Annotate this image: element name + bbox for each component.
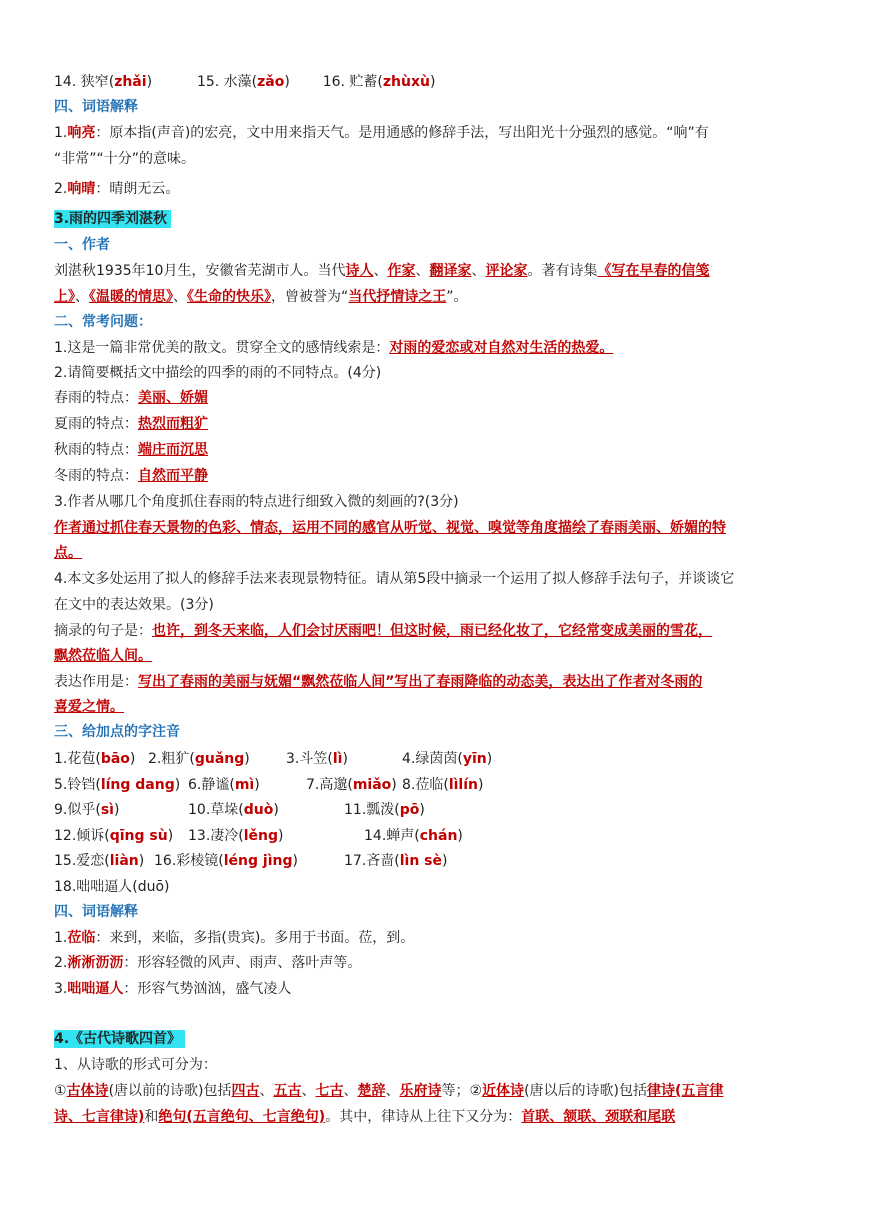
definition-2: 2.响晴：晴朗无云。 [54, 181, 180, 197]
pinyin-item: 4.绿茵茵(yīn) [402, 751, 493, 767]
definition-s3-2: 2.淅淅沥沥：形容轻微的风声、雨声、落叶声等。 [54, 955, 362, 971]
pinyin-item: 5.铃铛(líng dang) [54, 776, 181, 793]
winter-rain-feature: 冬雨的特点：自然而平静 [54, 468, 208, 484]
pinyin-item: 16.彩棱镜(léng jìng) [154, 853, 298, 869]
pinyin-item: 2.粗犷(guǎng) [148, 751, 250, 767]
poetry-form-intro: 1、从诗歌的形式可分为： [54, 1057, 217, 1073]
heading-word-explanation-2: 四、词语解释 [54, 904, 138, 920]
definition-1-line-a: 1.响亮：原本指(声音)的宏亮，文中用来指天气。是用通感的修辞手法，写出阳光十分强烈的感觉。“响”有 [54, 125, 709, 141]
pinyin-item-14: 14. 狭窄(zhǎi) [54, 74, 153, 90]
author-line-a: 刘湛秋1935年10月生，安徽省芜湖市人。当代诗人、作家、翻译家、评论家。著有诗集《写在早春的信笺 [54, 263, 710, 279]
question-4-line-b: 在文中的表达效果。(3分) [54, 597, 214, 613]
pinyin-item: 15.爱恋(liàn) [54, 853, 145, 869]
poetry-form-line-a: ①古体诗(唐以前的诗歌)包括四古、五古、七古、楚辞、乐府诗等；②近体诗(唐以后的诗歌)包括律诗(五言律 [54, 1083, 724, 1099]
pinyin-item: 8.莅临(lìlín) [402, 776, 484, 793]
pinyin-item: 6.静谧(mì) [188, 776, 260, 793]
pinyin-item: 18.咄咄逼人(duō) [54, 878, 170, 895]
pinyin-item: 9.似乎(sì) [54, 802, 120, 818]
definition-1-line-b: “非常”“十分”的意味。 [54, 151, 196, 167]
pinyin-row-top [54, 72, 435, 92]
pinyin-item: 1.花苞(bāo) [54, 751, 136, 767]
question-3: 3.作者从哪几个角度抓住春雨的特点进行细致入微的刻画的?(3分) [54, 494, 459, 510]
question-4-excerpt: 摘录的句子是：也许，到冬天来临，人们会讨厌雨吧！但这时候，雨已经化妆了，它经常变成美丽的雪花， [54, 623, 712, 639]
heading-pinyin: 三、给加点的字注音 [54, 724, 180, 740]
pinyin-item: 7.高邈(miǎo) [306, 776, 397, 793]
question-4-line-a: 4.本文多处运用了拟人的修辞手法来表现景物特征。请从第5段中摘录一个运用了拟人修辞手法句子，并谈谈它 [54, 571, 735, 587]
summer-rain-feature: 夏雨的特点：热烈而粗犷 [54, 416, 208, 432]
pinyin-item: 3.斗笠(lì) [286, 751, 348, 767]
section-3-title: 3.雨的四季刘湛秋 [54, 209, 171, 229]
pinyin-item: 17.吝啬(lìn sè) [344, 853, 448, 869]
definition-s3-3: 3.咄咄逼人：形容气势汹汹，盛气凌人 [54, 981, 292, 997]
heading-word-explanation-1: 四、词语解释 [54, 99, 138, 115]
autumn-rain-feature: 秋雨的特点：端庄而沉思 [54, 442, 208, 458]
pinyin-item-16: 16. 贮蓄(zhùxù) [322, 74, 436, 90]
pinyin-item: 12.倾诉(qīng sù) [54, 827, 174, 844]
question-3-answer-b: 点。 [54, 545, 82, 561]
pinyin-item: 14.蝉声(chán) [364, 827, 463, 844]
question-4-excerpt-cont: 飘然莅临人间。 [54, 648, 152, 664]
spring-rain-feature: 春雨的特点：美丽、娇媚 [54, 390, 208, 406]
question-4-effect-cont: 喜爱之情。 [54, 699, 124, 715]
question-3-answer-a: 作者通过抓住春天景物的色彩、情态，运用不同的感官从听觉、视觉、嗅觉等角度描绘了春雨美丽、娇媚的特 [54, 520, 726, 536]
poetry-form-line-b: 诗、七言律诗)和绝句(五言绝句、七言绝句)。其中，律诗从上往下又分为：首联、颔联、颈联和尾联 [54, 1109, 676, 1125]
question-2: 2.请简要概括文中描绘的四季的雨的不同特点。(4分) [54, 365, 382, 381]
author-line-b: 上》、《温暖的情思》、《生命的快乐》，曾被誉为“当代抒情诗之王”。 [54, 289, 468, 305]
pinyin-item: 13.凄冷(lěng) [188, 827, 284, 844]
question-1: 1.这是一篇非常优美的散文。贯穿全文的感情线索是：对雨的爱恋或对自然对生活的热爱。 [54, 340, 614, 356]
pinyin-item: 10.草垛(duò) [188, 802, 279, 818]
question-4-effect: 表达作用是：写出了春雨的美丽与妩媚“飘然莅临人间”写出了春雨降临的动态美，表达出了作者对冬雨的 [54, 674, 703, 690]
heading-common-questions: 二、常考问题： [54, 314, 152, 330]
definition-s3-1: 1.莅临：来到，来临，多指(贵宾)。多用于书面。莅，到。 [54, 930, 415, 946]
pinyin-grid [54, 748, 814, 908]
pinyin-item-15: 15. 水藻(zǎo) [196, 74, 290, 90]
pinyin-item: 11.瓢泼(pō) [344, 802, 425, 818]
section-4-title: 4.《古代诗歌四首》 [54, 1029, 185, 1049]
heading-author: 一、作者 [54, 237, 110, 253]
